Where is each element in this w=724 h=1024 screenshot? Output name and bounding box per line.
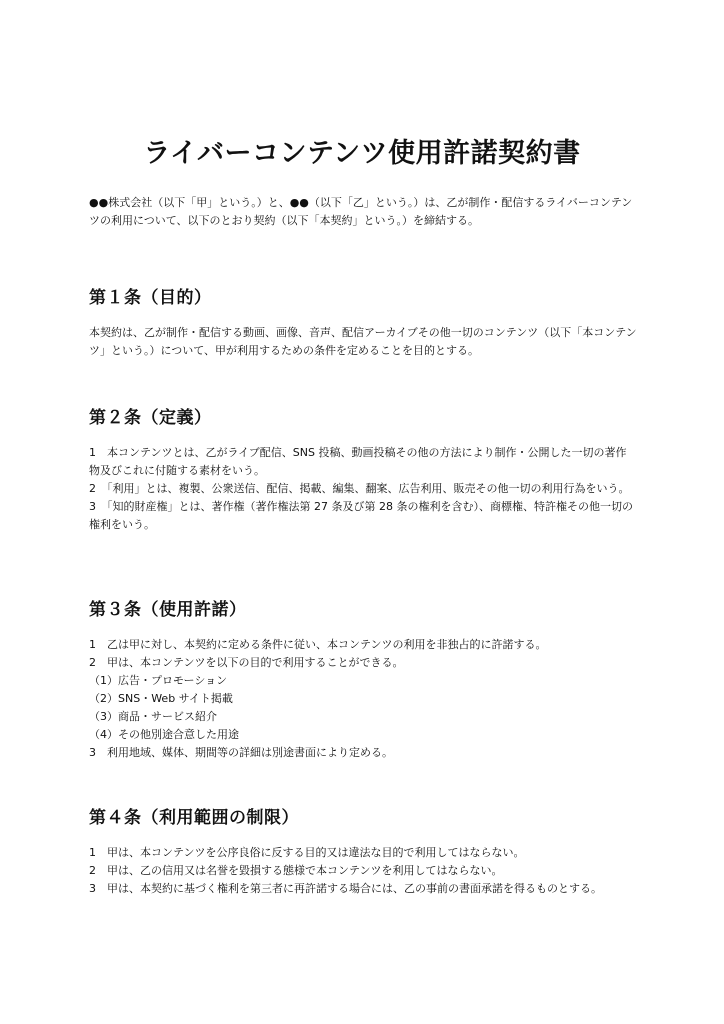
article-heading: 第３条（使用許諾） — [89, 600, 247, 620]
clause-line: 1 本コンテンツとは、乙がライブ配信、SNS 投稿、動画投稿その他の方法により制作・公開した一切の著作物及びこれに付随する素材をいう。 — [89, 446, 627, 477]
article-1 — [89, 286, 637, 360]
list-item: （3）商品・サービス紹介 — [89, 710, 217, 723]
preamble-paragraph: ●●株式会社（以下「甲」という。）と、●●（以下「乙」という。）は、乙が制作・配信するライバーコンテンツの利用について、以下のとおり契約（以下「本契約」という。）を締結する。 — [89, 196, 633, 227]
list-item: （1）広告・プロモーション — [89, 674, 228, 687]
article-body — [89, 844, 637, 898]
article-heading: 第４条（利用範囲の制限） — [89, 808, 299, 828]
article-heading: 第２条（定義） — [89, 408, 212, 428]
article-body — [89, 324, 637, 360]
clause-line: 2 「利用」とは、複製、公衆送信、配信、掲載、編集、翻案、広告利用、販売その他一切の利用行為をいう。 — [89, 482, 630, 495]
clause-line: 2 甲は、乙の信用又は名誉を毀損する態様で本コンテンツを利用してはならない。 — [89, 864, 503, 877]
article-2 — [89, 406, 637, 534]
clause-line: 1 乙は甲に対し、本契約に定める条件に従い、本コンテンツの利用を非独占的に許諾する。 — [89, 638, 547, 651]
article-body — [89, 444, 637, 534]
clause-line: 3 甲は、本契約に基づく権利を第三者に再許諾する場合には、乙の事前の書面承諾を得るものとする。 — [89, 882, 602, 895]
article-3 — [89, 598, 637, 762]
clause-line: 2 甲は、本コンテンツを以下の目的で利用することができる。 — [89, 656, 404, 669]
clause-line: 3 利用地域、媒体、期間等の詳細は別途書面により定める。 — [89, 746, 393, 759]
article-heading: 第１条（目的） — [89, 288, 212, 308]
clause-line: 本契約は、乙が制作・配信する動画、画像、音声、配信アーカイブその他一切のコンテンツ（以下「本コンテンツ」という。）について、甲が利用するための条件を定めることを目的とする。 — [89, 326, 637, 357]
list-item: （4）その他別途合意した用途 — [89, 728, 239, 741]
clause-line: 3 「知的財産権」とは、著作権（著作権法第 27 条及び第 28 条の権利を含む）、商標権、特許権その他一切の権利をいう。 — [89, 500, 633, 531]
clause-line: 1 甲は、本コンテンツを公序良俗に反する目的又は違法な目的で利用してはならない。 — [89, 846, 525, 859]
article-body — [89, 636, 637, 762]
article-4 — [89, 806, 637, 898]
document-title: ライバーコンテンツ使用許諾契約書 — [143, 138, 581, 170]
list-item: （2）SNS・Web サイト掲載 — [89, 692, 233, 705]
